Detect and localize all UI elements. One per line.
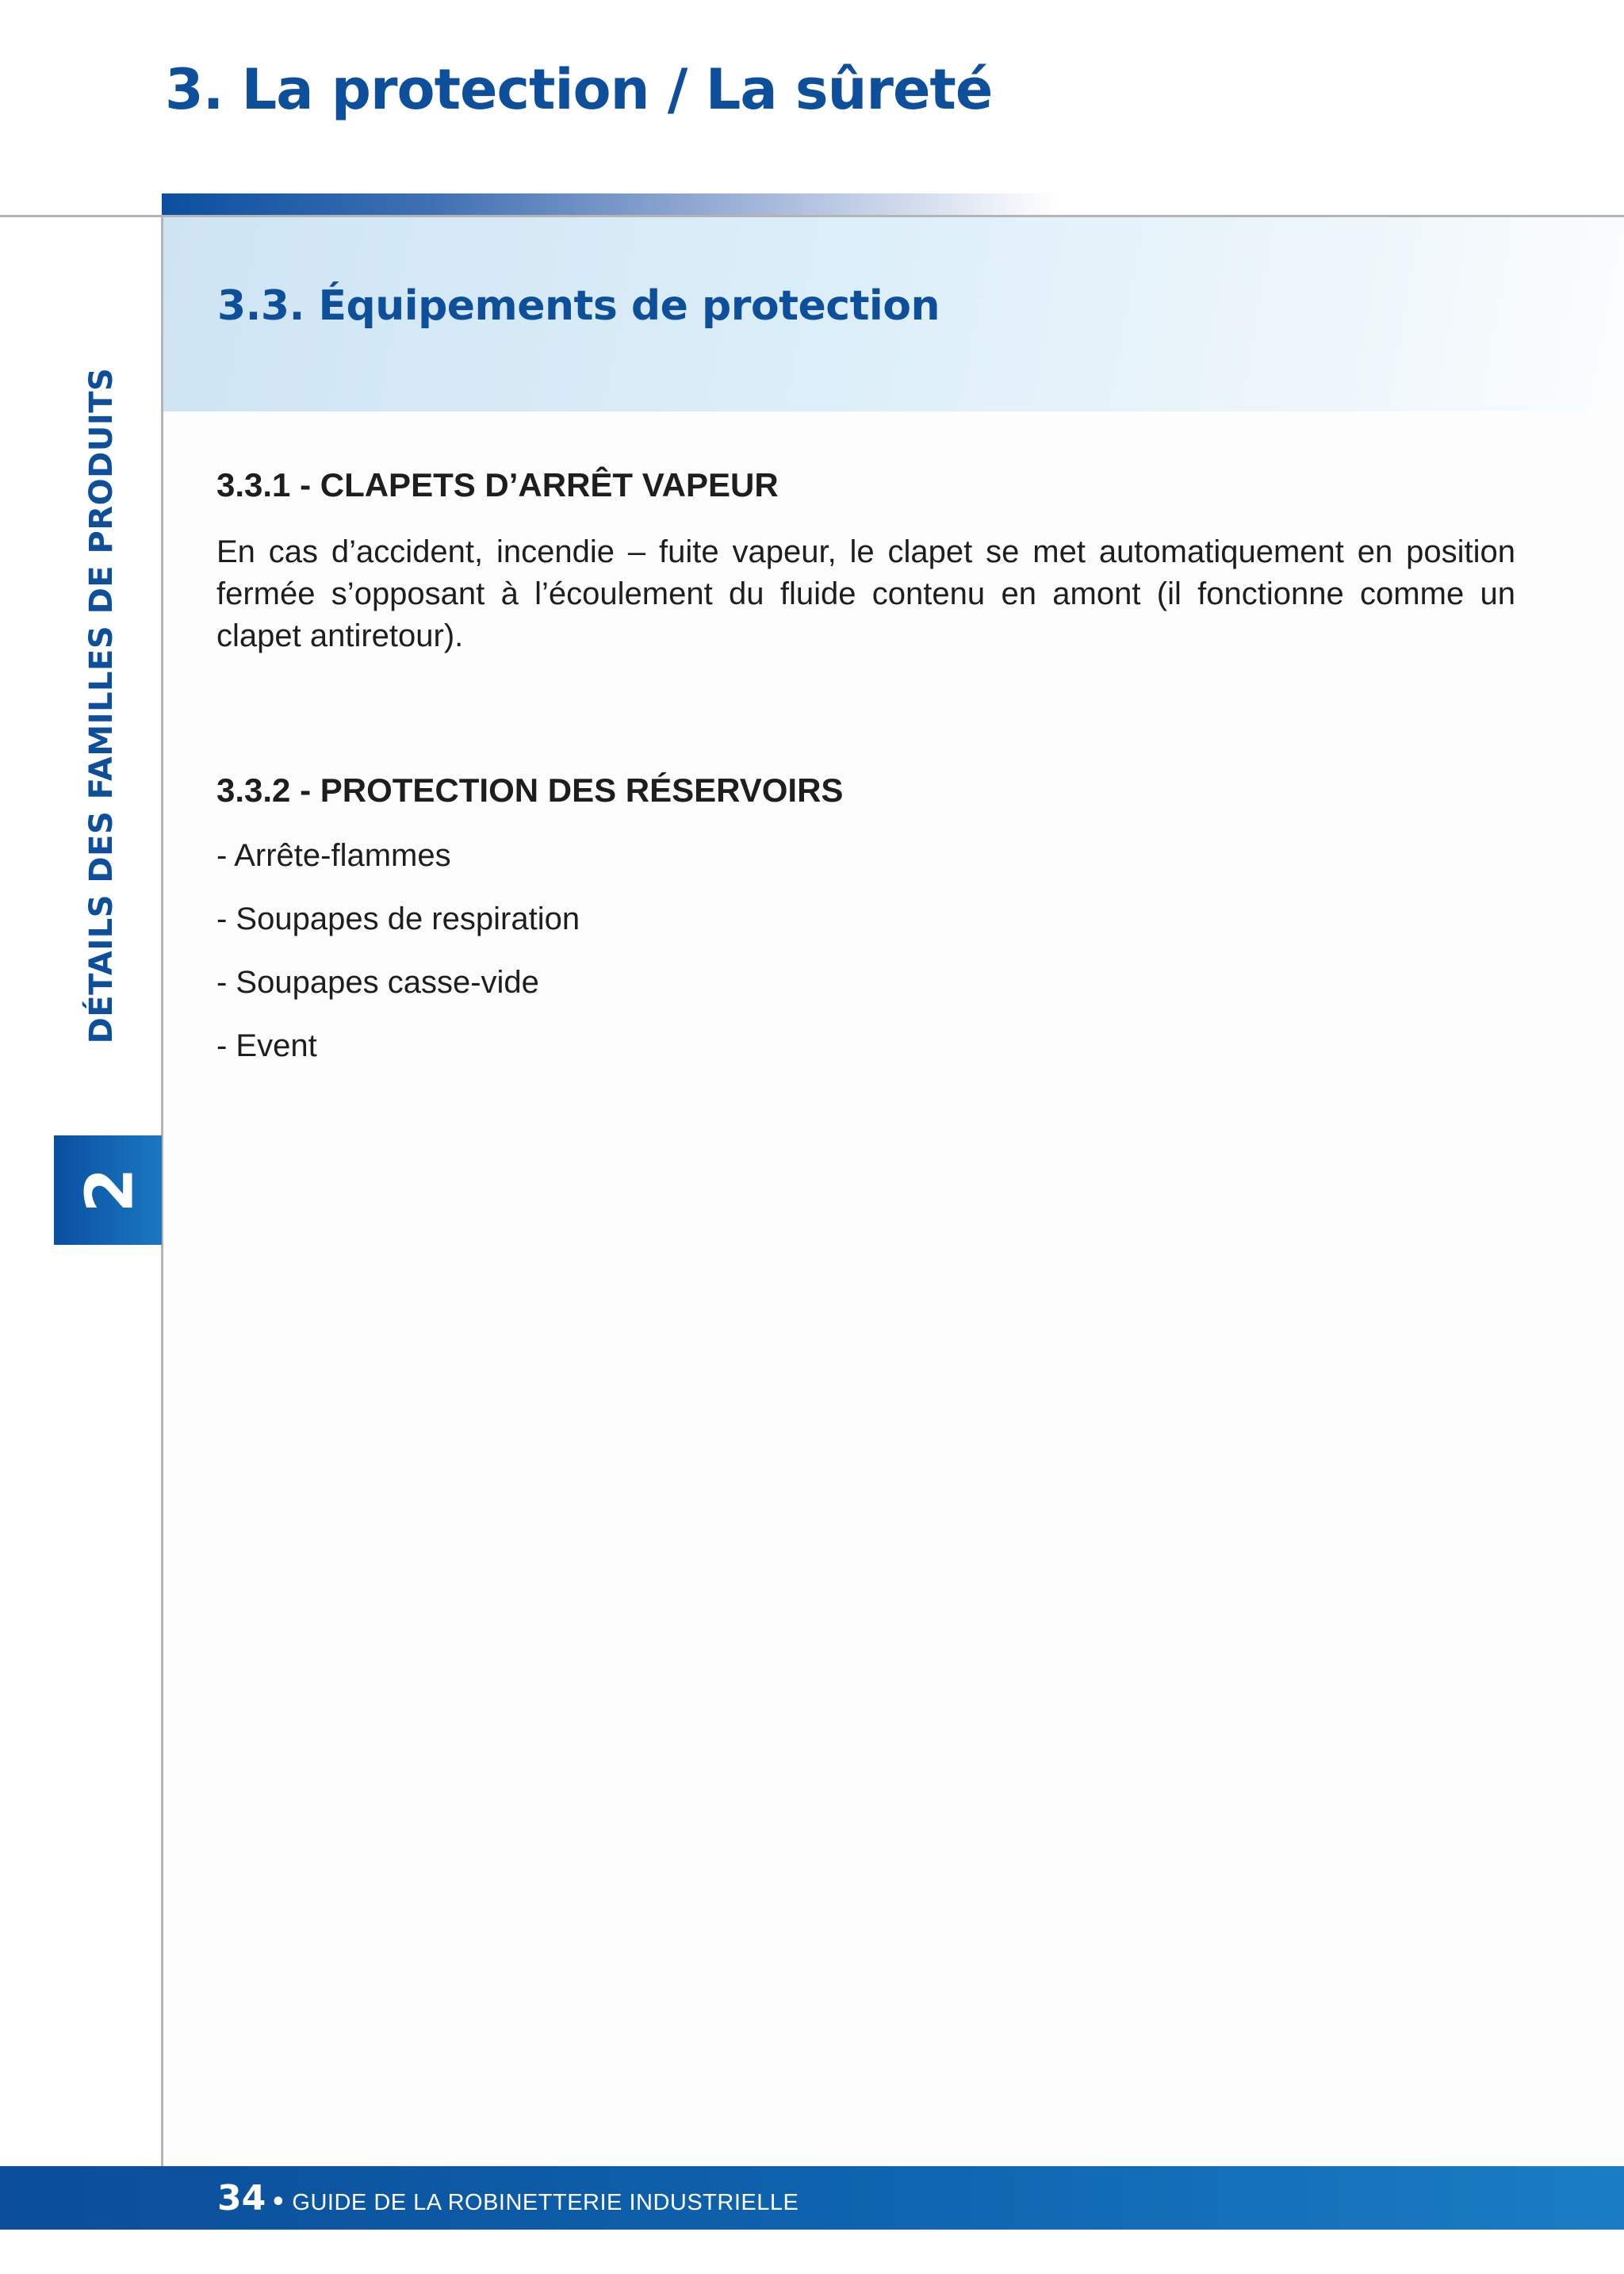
page-number: 34: [217, 2178, 266, 2218]
chapter-number: 2: [72, 1167, 148, 1213]
list-item: - Soupapes de respiration: [216, 902, 580, 936]
clapets-description: En cas d’accident, incendie – fuite vapeur, le clapet se met automatiquement en position fermée s’opposant à l’écoulement du fluide contenu en amont (il fonctionne comme un clapet antiretour).: [216, 534, 1515, 653]
header-gradient-bar: [162, 193, 1058, 216]
list-item: - Soupapes casse-vide: [216, 965, 539, 1000]
guide-title: GUIDE DE LA ROBINETTERIE INDUSTRIELLE: [292, 2190, 799, 2215]
content-panel: [163, 217, 1624, 2167]
list-item: - Event: [216, 1028, 317, 1063]
subsection-heading-clapets: 3.3.1 - CLAPETS D’ARRÊT VAPEUR: [216, 466, 779, 503]
footer-separator: •: [270, 2188, 286, 2216]
section-title: 3.3. Équipements de protection: [217, 282, 940, 330]
list-item: - Arrête-flammes: [216, 838, 451, 873]
subsection-heading-reservoirs: 3.3.2 - PROTECTION DES RÉSERVOIRS: [216, 771, 844, 809]
page-title: 3. La protection / La sûreté: [165, 57, 993, 122]
side-chapter-label: DÉTAILS DES FAMILLES DE PRODUITS: [83, 367, 120, 1044]
footer: [217, 2178, 799, 2218]
